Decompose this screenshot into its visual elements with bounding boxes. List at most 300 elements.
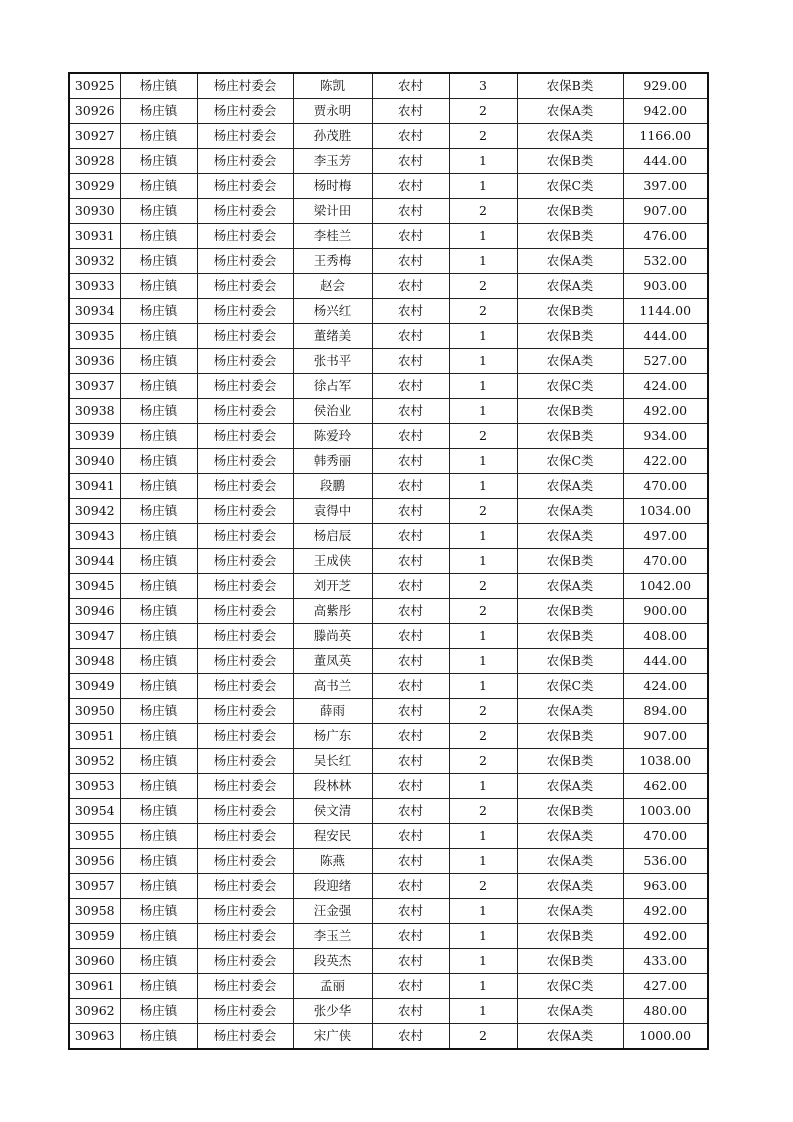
table-row	[69, 824, 708, 849]
cell-type: 农村	[372, 399, 449, 424]
cell-id: 30952	[69, 749, 120, 774]
cell-class: 农保B类	[517, 549, 623, 574]
table-row	[69, 699, 708, 724]
cell-type: 农村	[372, 824, 449, 849]
cell-count: 1	[449, 624, 517, 649]
cell-type: 农村	[372, 949, 449, 974]
cell-town: 杨庄镇	[120, 949, 197, 974]
cell-name: 段迎绪	[293, 874, 372, 899]
cell-class: 农保C类	[517, 449, 623, 474]
cell-class: 农保B类	[517, 749, 623, 774]
cell-village: 杨庄村委会	[197, 549, 293, 574]
cell-id: 30951	[69, 724, 120, 749]
cell-village: 杨庄村委会	[197, 799, 293, 824]
table-row	[69, 99, 708, 124]
cell-type: 农村	[372, 174, 449, 199]
cell-count: 1	[449, 224, 517, 249]
cell-count: 1	[449, 149, 517, 174]
cell-class: 农保C类	[517, 174, 623, 199]
cell-class: 农保B类	[517, 924, 623, 949]
cell-village: 杨庄村委会	[197, 849, 293, 874]
cell-village: 杨庄村委会	[197, 449, 293, 474]
cell-count: 2	[449, 699, 517, 724]
cell-id: 30925	[69, 73, 120, 99]
cell-village: 杨庄村委会	[197, 199, 293, 224]
cell-name: 宋广侠	[293, 1024, 372, 1050]
cell-class: 农保A类	[517, 824, 623, 849]
cell-village: 杨庄村委会	[197, 73, 293, 99]
cell-class: 农保A类	[517, 349, 623, 374]
cell-town: 杨庄镇	[120, 674, 197, 699]
cell-amount: 903.00	[623, 274, 708, 299]
table-row	[69, 124, 708, 149]
cell-amount: 536.00	[623, 849, 708, 874]
cell-count: 2	[449, 749, 517, 774]
table-row	[69, 249, 708, 274]
cell-count: 1	[449, 924, 517, 949]
cell-village: 杨庄村委会	[197, 524, 293, 549]
cell-amount: 1038.00	[623, 749, 708, 774]
cell-name: 张少华	[293, 999, 372, 1024]
cell-type: 农村	[372, 474, 449, 499]
cell-amount: 942.00	[623, 99, 708, 124]
table-row	[69, 199, 708, 224]
table-row	[69, 274, 708, 299]
cell-amount: 397.00	[623, 174, 708, 199]
cell-village: 杨庄村委会	[197, 224, 293, 249]
table-row	[69, 774, 708, 799]
cell-type: 农村	[372, 499, 449, 524]
cell-type: 农村	[372, 699, 449, 724]
cell-class: 农保A类	[517, 1024, 623, 1050]
table-row	[69, 349, 708, 374]
cell-amount: 1000.00	[623, 1024, 708, 1050]
cell-count: 1	[449, 474, 517, 499]
table-row	[69, 749, 708, 774]
cell-village: 杨庄村委会	[197, 699, 293, 724]
cell-type: 农村	[372, 299, 449, 324]
cell-type: 农村	[372, 274, 449, 299]
cell-id: 30932	[69, 249, 120, 274]
table-row	[69, 424, 708, 449]
cell-class: 农保B类	[517, 799, 623, 824]
cell-amount: 963.00	[623, 874, 708, 899]
cell-amount: 470.00	[623, 474, 708, 499]
cell-name: 董凤英	[293, 649, 372, 674]
cell-count: 2	[449, 274, 517, 299]
cell-village: 杨庄村委会	[197, 149, 293, 174]
cell-type: 农村	[372, 774, 449, 799]
cell-village: 杨庄村委会	[197, 824, 293, 849]
cell-amount: 492.00	[623, 399, 708, 424]
cell-name: 段林林	[293, 774, 372, 799]
cell-town: 杨庄镇	[120, 449, 197, 474]
cell-type: 农村	[372, 324, 449, 349]
cell-town: 杨庄镇	[120, 849, 197, 874]
cell-type: 农村	[372, 374, 449, 399]
table-row	[69, 999, 708, 1024]
cell-class: 农保A类	[517, 124, 623, 149]
cell-count: 1	[449, 399, 517, 424]
cell-amount: 492.00	[623, 899, 708, 924]
cell-class: 农保A类	[517, 474, 623, 499]
table-row	[69, 574, 708, 599]
cell-type: 农村	[372, 599, 449, 624]
cell-type: 农村	[372, 99, 449, 124]
table-row	[69, 374, 708, 399]
cell-class: 农保B类	[517, 324, 623, 349]
cell-amount: 1042.00	[623, 574, 708, 599]
cell-amount: 907.00	[623, 724, 708, 749]
cell-town: 杨庄镇	[120, 249, 197, 274]
cell-count: 2	[449, 724, 517, 749]
cell-village: 杨庄村委会	[197, 299, 293, 324]
cell-town: 杨庄镇	[120, 749, 197, 774]
cell-class: 农保A类	[517, 874, 623, 899]
cell-count: 3	[449, 73, 517, 99]
cell-name: 段英杰	[293, 949, 372, 974]
cell-count: 1	[449, 974, 517, 999]
cell-name: 刘开芝	[293, 574, 372, 599]
cell-amount: 444.00	[623, 324, 708, 349]
cell-count: 1	[449, 649, 517, 674]
cell-town: 杨庄镇	[120, 274, 197, 299]
cell-village: 杨庄村委会	[197, 124, 293, 149]
cell-type: 农村	[372, 724, 449, 749]
table-row	[69, 924, 708, 949]
table-row	[69, 174, 708, 199]
cell-id: 30959	[69, 924, 120, 949]
cell-class: 农保A类	[517, 999, 623, 1024]
cell-town: 杨庄镇	[120, 899, 197, 924]
table-row	[69, 849, 708, 874]
cell-town: 杨庄镇	[120, 599, 197, 624]
cell-town: 杨庄镇	[120, 99, 197, 124]
cell-name: 吴长红	[293, 749, 372, 774]
cell-name: 韩秀丽	[293, 449, 372, 474]
cell-amount: 433.00	[623, 949, 708, 974]
cell-village: 杨庄村委会	[197, 649, 293, 674]
cell-id: 30931	[69, 224, 120, 249]
cell-id: 30953	[69, 774, 120, 799]
cell-count: 2	[449, 199, 517, 224]
cell-name: 陈燕	[293, 849, 372, 874]
cell-count: 1	[449, 774, 517, 799]
cell-town: 杨庄镇	[120, 199, 197, 224]
cell-town: 杨庄镇	[120, 624, 197, 649]
cell-town: 杨庄镇	[120, 424, 197, 449]
cell-id: 30957	[69, 874, 120, 899]
cell-name: 段鹏	[293, 474, 372, 499]
cell-town: 杨庄镇	[120, 999, 197, 1024]
cell-town: 杨庄镇	[120, 374, 197, 399]
cell-id: 30939	[69, 424, 120, 449]
cell-name: 李玉兰	[293, 924, 372, 949]
cell-type: 农村	[372, 424, 449, 449]
cell-village: 杨庄村委会	[197, 249, 293, 274]
table-row	[69, 299, 708, 324]
cell-town: 杨庄镇	[120, 574, 197, 599]
cell-id: 30938	[69, 399, 120, 424]
cell-name: 王秀梅	[293, 249, 372, 274]
cell-name: 杨兴红	[293, 299, 372, 324]
cell-village: 杨庄村委会	[197, 749, 293, 774]
cell-id: 30944	[69, 549, 120, 574]
cell-town: 杨庄镇	[120, 149, 197, 174]
cell-village: 杨庄村委会	[197, 324, 293, 349]
cell-amount: 532.00	[623, 249, 708, 274]
table-row	[69, 1024, 708, 1050]
cell-name: 侯文清	[293, 799, 372, 824]
cell-amount: 470.00	[623, 824, 708, 849]
cell-class: 农保B类	[517, 199, 623, 224]
table-row	[69, 449, 708, 474]
cell-type: 农村	[372, 449, 449, 474]
cell-amount: 427.00	[623, 974, 708, 999]
cell-name: 贾永明	[293, 99, 372, 124]
cell-name: 梁计田	[293, 199, 372, 224]
cell-id: 30928	[69, 149, 120, 174]
cell-village: 杨庄村委会	[197, 499, 293, 524]
cell-id: 30960	[69, 949, 120, 974]
cell-id: 30941	[69, 474, 120, 499]
cell-town: 杨庄镇	[120, 499, 197, 524]
cell-class: 农保A类	[517, 499, 623, 524]
cell-id: 30936	[69, 349, 120, 374]
cell-village: 杨庄村委会	[197, 899, 293, 924]
cell-amount: 422.00	[623, 449, 708, 474]
cell-class: 农保B类	[517, 649, 623, 674]
table-row	[69, 499, 708, 524]
cell-village: 杨庄村委会	[197, 1024, 293, 1050]
cell-type: 农村	[372, 199, 449, 224]
cell-amount: 934.00	[623, 424, 708, 449]
table-row	[69, 724, 708, 749]
cell-amount: 492.00	[623, 924, 708, 949]
cell-town: 杨庄镇	[120, 874, 197, 899]
table-row	[69, 674, 708, 699]
cell-name: 杨广东	[293, 724, 372, 749]
cell-town: 杨庄镇	[120, 699, 197, 724]
cell-name: 王成侠	[293, 549, 372, 574]
cell-id: 30955	[69, 824, 120, 849]
cell-count: 2	[449, 99, 517, 124]
cell-name: 董绪美	[293, 324, 372, 349]
cell-village: 杨庄村委会	[197, 924, 293, 949]
cell-type: 农村	[372, 524, 449, 549]
cell-village: 杨庄村委会	[197, 474, 293, 499]
cell-village: 杨庄村委会	[197, 674, 293, 699]
cell-count: 1	[449, 249, 517, 274]
cell-name: 孙茂胜	[293, 124, 372, 149]
cell-class: 农保B类	[517, 724, 623, 749]
cell-class: 农保A类	[517, 699, 623, 724]
cell-town: 杨庄镇	[120, 974, 197, 999]
cell-type: 农村	[372, 799, 449, 824]
cell-type: 农村	[372, 574, 449, 599]
cell-count: 1	[449, 549, 517, 574]
cell-count: 2	[449, 799, 517, 824]
cell-id: 30926	[69, 99, 120, 124]
table-row	[69, 974, 708, 999]
cell-type: 农村	[372, 624, 449, 649]
cell-village: 杨庄村委会	[197, 774, 293, 799]
table-row	[69, 899, 708, 924]
cell-town: 杨庄镇	[120, 324, 197, 349]
cell-id: 30963	[69, 1024, 120, 1050]
cell-class: 农保B类	[517, 224, 623, 249]
cell-town: 杨庄镇	[120, 824, 197, 849]
data-table	[68, 72, 709, 1050]
cell-village: 杨庄村委会	[197, 974, 293, 999]
cell-name: 高紫彤	[293, 599, 372, 624]
cell-amount: 444.00	[623, 649, 708, 674]
cell-type: 农村	[372, 349, 449, 374]
cell-type: 农村	[372, 899, 449, 924]
table-row	[69, 799, 708, 824]
cell-amount: 1166.00	[623, 124, 708, 149]
cell-type: 农村	[372, 849, 449, 874]
cell-village: 杨庄村委会	[197, 99, 293, 124]
cell-class: 农保A类	[517, 574, 623, 599]
table-row	[69, 599, 708, 624]
cell-amount: 527.00	[623, 349, 708, 374]
cell-town: 杨庄镇	[120, 224, 197, 249]
cell-count: 1	[449, 849, 517, 874]
cell-village: 杨庄村委会	[197, 724, 293, 749]
cell-class: 农保A类	[517, 774, 623, 799]
cell-amount: 462.00	[623, 774, 708, 799]
table-row	[69, 224, 708, 249]
cell-class: 农保B类	[517, 299, 623, 324]
cell-type: 农村	[372, 124, 449, 149]
cell-town: 杨庄镇	[120, 474, 197, 499]
cell-id: 30961	[69, 974, 120, 999]
cell-town: 杨庄镇	[120, 73, 197, 99]
cell-town: 杨庄镇	[120, 524, 197, 549]
cell-count: 2	[449, 499, 517, 524]
cell-id: 30942	[69, 499, 120, 524]
cell-type: 农村	[372, 749, 449, 774]
cell-id: 30956	[69, 849, 120, 874]
cell-name: 滕尚英	[293, 624, 372, 649]
cell-class: 农保A类	[517, 899, 623, 924]
cell-id: 30930	[69, 199, 120, 224]
cell-type: 农村	[372, 1024, 449, 1050]
cell-count: 2	[449, 874, 517, 899]
cell-id: 30933	[69, 274, 120, 299]
cell-type: 农村	[372, 999, 449, 1024]
cell-type: 农村	[372, 73, 449, 99]
cell-name: 汪金强	[293, 899, 372, 924]
cell-type: 农村	[372, 224, 449, 249]
cell-count: 2	[449, 299, 517, 324]
cell-name: 陈爱玲	[293, 424, 372, 449]
cell-class: 农保A类	[517, 849, 623, 874]
table-row	[69, 399, 708, 424]
cell-town: 杨庄镇	[120, 124, 197, 149]
cell-village: 杨庄村委会	[197, 599, 293, 624]
cell-type: 农村	[372, 974, 449, 999]
cell-town: 杨庄镇	[120, 924, 197, 949]
cell-count: 2	[449, 599, 517, 624]
cell-count: 1	[449, 824, 517, 849]
cell-id: 30935	[69, 324, 120, 349]
cell-class: 农保B类	[517, 149, 623, 174]
cell-village: 杨庄村委会	[197, 349, 293, 374]
cell-class: 农保B类	[517, 599, 623, 624]
cell-amount: 424.00	[623, 674, 708, 699]
table-row	[69, 474, 708, 499]
cell-count: 2	[449, 1024, 517, 1050]
cell-class: 农保A类	[517, 99, 623, 124]
table-body	[69, 73, 708, 1049]
cell-class: 农保B类	[517, 73, 623, 99]
cell-count: 1	[449, 524, 517, 549]
cell-name: 杨启辰	[293, 524, 372, 549]
cell-class: 农保C类	[517, 974, 623, 999]
cell-name: 徐占军	[293, 374, 372, 399]
cell-amount: 476.00	[623, 224, 708, 249]
cell-name: 陈凯	[293, 73, 372, 99]
cell-name: 孟丽	[293, 974, 372, 999]
cell-count: 1	[449, 324, 517, 349]
table-row	[69, 524, 708, 549]
cell-town: 杨庄镇	[120, 1024, 197, 1050]
cell-id: 30948	[69, 649, 120, 674]
cell-village: 杨庄村委会	[197, 274, 293, 299]
cell-id: 30950	[69, 699, 120, 724]
cell-amount: 1003.00	[623, 799, 708, 824]
cell-count: 1	[449, 449, 517, 474]
cell-town: 杨庄镇	[120, 774, 197, 799]
cell-name: 薛雨	[293, 699, 372, 724]
cell-village: 杨庄村委会	[197, 424, 293, 449]
cell-count: 2	[449, 424, 517, 449]
cell-town: 杨庄镇	[120, 399, 197, 424]
cell-id: 30937	[69, 374, 120, 399]
cell-id: 30954	[69, 799, 120, 824]
cell-amount: 497.00	[623, 524, 708, 549]
cell-name: 李玉芳	[293, 149, 372, 174]
table-row	[69, 874, 708, 899]
cell-name: 张书平	[293, 349, 372, 374]
cell-class: 农保C类	[517, 674, 623, 699]
cell-town: 杨庄镇	[120, 799, 197, 824]
cell-amount: 408.00	[623, 624, 708, 649]
cell-village: 杨庄村委会	[197, 374, 293, 399]
cell-count: 1	[449, 674, 517, 699]
cell-village: 杨庄村委会	[197, 574, 293, 599]
cell-town: 杨庄镇	[120, 724, 197, 749]
cell-id: 30946	[69, 599, 120, 624]
cell-id: 30949	[69, 674, 120, 699]
cell-id: 30940	[69, 449, 120, 474]
cell-count: 1	[449, 949, 517, 974]
cell-count: 1	[449, 374, 517, 399]
cell-village: 杨庄村委会	[197, 999, 293, 1024]
cell-id: 30934	[69, 299, 120, 324]
cell-count: 2	[449, 574, 517, 599]
cell-village: 杨庄村委会	[197, 949, 293, 974]
cell-count: 1	[449, 999, 517, 1024]
cell-type: 农村	[372, 549, 449, 574]
table-row	[69, 624, 708, 649]
cell-class: 农保A类	[517, 249, 623, 274]
cell-town: 杨庄镇	[120, 174, 197, 199]
cell-town: 杨庄镇	[120, 349, 197, 374]
cell-amount: 1144.00	[623, 299, 708, 324]
